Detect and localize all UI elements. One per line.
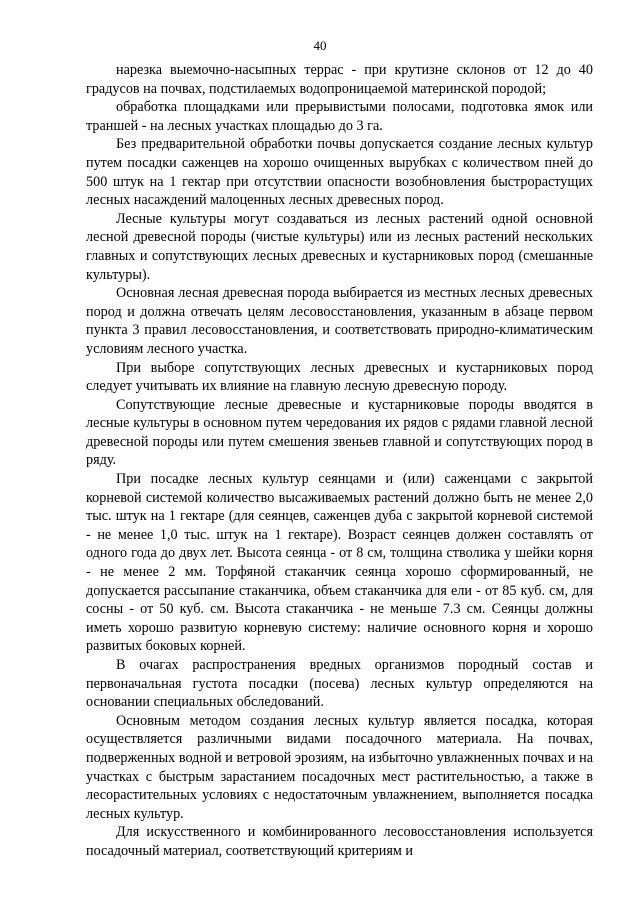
paragraph-5: Основная лесная древесная порода выбирается из местных лесных древесных пород и должна отвечать целям лесовосстановления, указанным в абзаце первом пункта 3 правил лесовосстановления, и соответствовать природно-климатическим условиям лесного участка. [86, 285, 593, 357]
paragraph-2: обработка площадками или прерывистыми полосами, подготовка ямок или траншей - на лесных участках площадью до 3 га. [86, 99, 593, 134]
page-number: 40 [313, 38, 327, 53]
paragraph-10: Основным методом создания лесных культур является посадка, которая осуществляется различными видами посадочного материала. На почвах, подверженных водной и ветровой эрозиям, на избыточно увлажненных почвах и на участках с быстрым зарастанием посадочных мест растительностью, а также в лесорастительных условиях с недостаточным увлажнением, выполняется посадка лесных культур. [86, 712, 593, 822]
paragraph-11: Для искусственного и комбинированного лесовосстановления используется посадочный материал, соответствующий критериям и [86, 824, 593, 859]
paragraph-9: В очагах распространения вредных организмов породный состав и первоначальная густота посадки (посева) лесных культур определяются на основании специальных обследований. [86, 657, 593, 711]
paragraph-8: При посадке лесных культур сеянцами и (или) саженцами с закрытой корневой системой количество высаживаемых растений должно быть не менее 2,0 тыс. штук на 1 гектаре (для сеянцев, саженцев дуба с закрытой корневой системой - не менее 1,0 тыс. штук на 1 гектаре). Возраст сеянцев должен составлять от одного года до двух лет. Высота сеянца - от 8 см, толщина стволика у шейки корня - не менее 2 мм. Торфяной стаканчик сеянца хорошо сформированный, не допускается рассыпание стаканчика, объем стаканчика для ели - от 85 куб. см, для сосны - от 50 куб. см. Высота стаканчика - не меньше 7.3 см. Сеянцы должны иметь хорошо развитую корневую систему: наличие основного корня и хорошо развитых боковых корней. [86, 471, 593, 655]
paragraph-4: Лесные культуры могут создаваться из лесных растений одной основной лесной древесной породы (чистые культуры) или из лесных растений нескольких главных и сопутствующих лесных древесных и кустарниковых пород (смешанные культуры). [86, 210, 593, 283]
paragraph-3: Без предварительной обработки почвы допускается создание лесных культур путем посадки саженцев на хорошо очищенных вырубках с количеством пней до 500 штук на 1 гектар при отсутствии опасности возобновления быстрорастущих лесных насаждений малоценных лесных древесных пород. [86, 136, 593, 209]
body-text [86, 61, 593, 861]
paragraph-1: нарезка выемочно-насыпных террас - при крутизне склонов от 12 до 40 градусов на почвах, подстилаемых водопроницаемой материнской породой; [86, 62, 593, 97]
paragraph-6: При выборе сопутствующих лесных древесных и кустарниковых пород следует учитывать их влияние на главную лесную древесную породу. [86, 359, 593, 395]
paragraph-7: Сопутствующие лесные древесные и кустарниковые породы вводятся в лесные культуры в основном путем чередования их рядов с рядами главной лесной древесной породы или путем смешения звеньев главной и сопутствующих пород в ряду. [86, 396, 593, 469]
